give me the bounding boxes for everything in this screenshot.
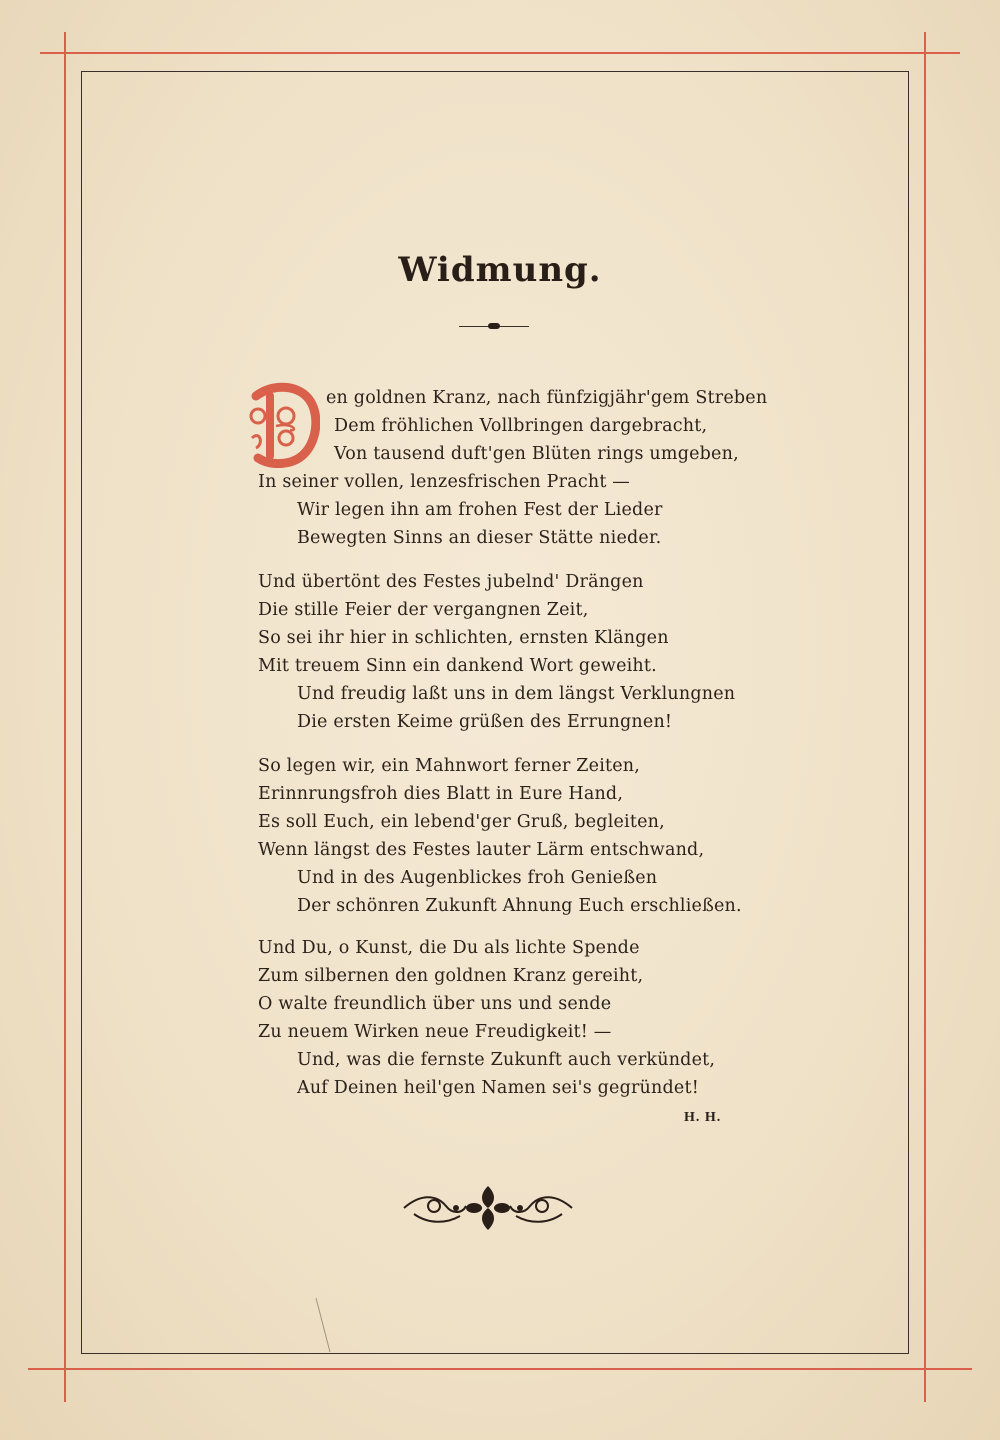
poem-line: Zu neuem Wirken neue Freudigkeit! — bbox=[258, 1022, 612, 1042]
poem-line: Erinnrungsfroh dies Blatt in Eure Hand, bbox=[258, 784, 624, 804]
poem-line: So sei ihr hier in schlichten, ernsten Klängen bbox=[258, 628, 669, 648]
poem-line: Wenn längst des Festes lauter Lärm entschwand, bbox=[258, 840, 705, 860]
poem-line: Die stille Feier der vergangnen Zeit, bbox=[258, 600, 589, 620]
poem-line: Bewegten Sinns an dieser Stätte nieder. bbox=[297, 528, 662, 548]
poem-line: Und Du, o Kunst, die Du als lichte Spende bbox=[258, 938, 640, 958]
poem-line: O walte freundlich über uns und sende bbox=[258, 994, 612, 1014]
title-divider-ornament bbox=[488, 323, 500, 329]
page-title: Widmung. bbox=[398, 250, 602, 290]
right-red-rule bbox=[924, 32, 926, 1402]
poem-line: Und, was die fernste Zukunft auch verkündet, bbox=[297, 1050, 716, 1070]
poem-line: Und in des Augenblickes froh Genießen bbox=[297, 868, 658, 888]
poem-line: In seiner vollen, lenzesfrischen Pracht — bbox=[258, 472, 631, 492]
poem-line: Dem fröhlichen Vollbringen dargebracht, bbox=[334, 416, 708, 436]
poem-line: en goldnen Kranz, nach fünfzigjähr'gem Streben bbox=[326, 388, 768, 408]
signature: H. H. bbox=[684, 1110, 722, 1125]
left-red-rule bbox=[64, 32, 66, 1402]
bottom-red-rule bbox=[28, 1368, 972, 1370]
poem-line: Der schönren Zukunft Ahnung Euch erschließen. bbox=[297, 896, 742, 916]
poem-line: So legen wir, ein Mahnwort ferner Zeiten, bbox=[258, 756, 641, 776]
poem-line: Und freudig laßt uns in dem längst Verklungnen bbox=[297, 684, 736, 704]
poem-line: Und übertönt des Festes jubelnd' Drängen bbox=[258, 572, 644, 592]
illuminated-initial-icon bbox=[246, 382, 320, 468]
poem-line: Von tausend duft'gen Blüten rings umgeben, bbox=[334, 444, 739, 464]
poem-line: Auf Deinen heil'gen Namen sei's gegründet! bbox=[297, 1078, 699, 1098]
pencil-mark bbox=[314, 1296, 334, 1356]
floral-vignette-icon bbox=[400, 1180, 576, 1236]
poem-line: Es soll Euch, ein lebend'ger Gruß, begleiten, bbox=[258, 812, 665, 832]
poem-line: Die ersten Keime grüßen des Errungnen! bbox=[297, 712, 673, 732]
poem-line: Wir legen ihn am frohen Fest der Lieder bbox=[297, 500, 663, 520]
top-red-rule bbox=[40, 52, 960, 54]
poem-line: Mit treuem Sinn ein dankend Wort geweiht. bbox=[258, 656, 657, 676]
poem-line: Zum silbernen den goldnen Kranz gereiht, bbox=[258, 966, 644, 986]
